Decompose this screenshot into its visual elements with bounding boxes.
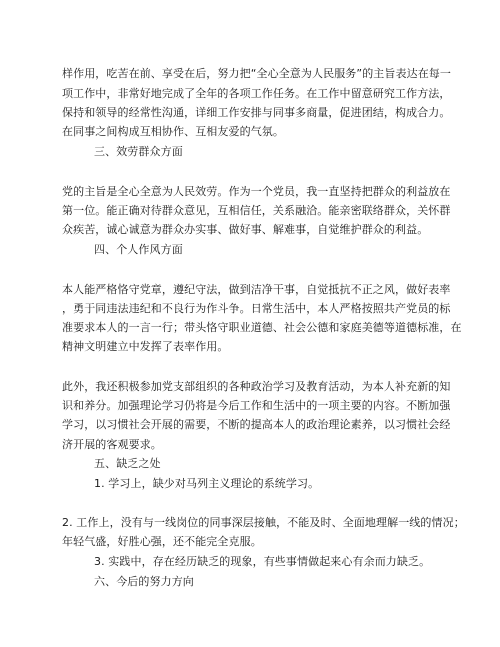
list-item: 2. 工作上，没有与一线岗位的同事深层接触，不能及时、全面地理解一线的情况； [62, 516, 465, 529]
list-item-continuation: 年轻气盛，好胜心强，还不能完全克服。 [62, 535, 262, 548]
paragraph-line: 学习，以习惯社会开展的需要，不断的提高本人的政治理论素养，以习惯社会经 [62, 418, 451, 431]
paragraph-line: 精神文明建立中发挥了表率作用。 [62, 340, 229, 353]
list-item: 1. 学习上，缺少对马列主义理论的系统学习。 [94, 477, 320, 490]
section-heading: 三、效劳群众方面 [94, 145, 183, 158]
paragraph-line: 党的主旨是全心全意为人民效劳。作为一个党员，我一直坚持把群众的利益放在 [62, 185, 451, 198]
list-item: 3. 实践中，存在经历缺乏的现象，有些事情做起来心有余而力缺乏。 [94, 555, 431, 568]
section-heading: 四、个人作风方面 [94, 243, 183, 256]
paragraph-line: 准要求本人的一言一行；带头恪守职业道德、社会公德和家庭美德等道德标准，在 [62, 321, 462, 334]
paragraph-line: 保持和领导的经常性沟通，详细工作安排与同事多商量，促进团结，构成合力。 [62, 106, 451, 119]
paragraph-line: 众疾苦，诚心诚意为群众办实事、做好事、解难事，自觉维护群众的利益。 [62, 223, 429, 236]
paragraph-line: 第一位。能正确对待群众意见，互相信任，关系融洽。能亲密联络群众，关怀群 [62, 204, 451, 217]
paragraph-line: 项工作中，非常好地完成了全年的各项工作任务。在工作中留意研究工作方法， [62, 87, 451, 100]
paragraph-line: 识和养分。加强理论学习仍将是今后工作和生活中的一项主要的内容。不断加强 [62, 399, 451, 412]
section-heading: 五、缺乏之处 [94, 457, 161, 470]
paragraph-line: 在同事之间构成互相协作、互相友爱的气氛。 [62, 125, 284, 138]
paragraph-line: 此外，我还积极参加党支部组织的各种政治学习及教育活动，为本人补充新的知 [62, 380, 451, 393]
section-heading: 六、今后的努力方向 [94, 575, 194, 588]
paragraph-line: 样作用，吃苦在前、享受在后，努力把“全心全意为人民服务”的主旨表达在每一 [62, 67, 451, 80]
paragraph-line: 济开展的客观要求。 [62, 438, 162, 451]
paragraph-line: ，勇于同违法违纪和不良行为作斗争。日常生活中，本人严格按照共产党员的标 [62, 302, 451, 315]
paragraph-line: 本人能严格恪守党章，遵纪守法，做到洁净干事，自觉抵抗不正之风，做好表率 [62, 283, 451, 296]
